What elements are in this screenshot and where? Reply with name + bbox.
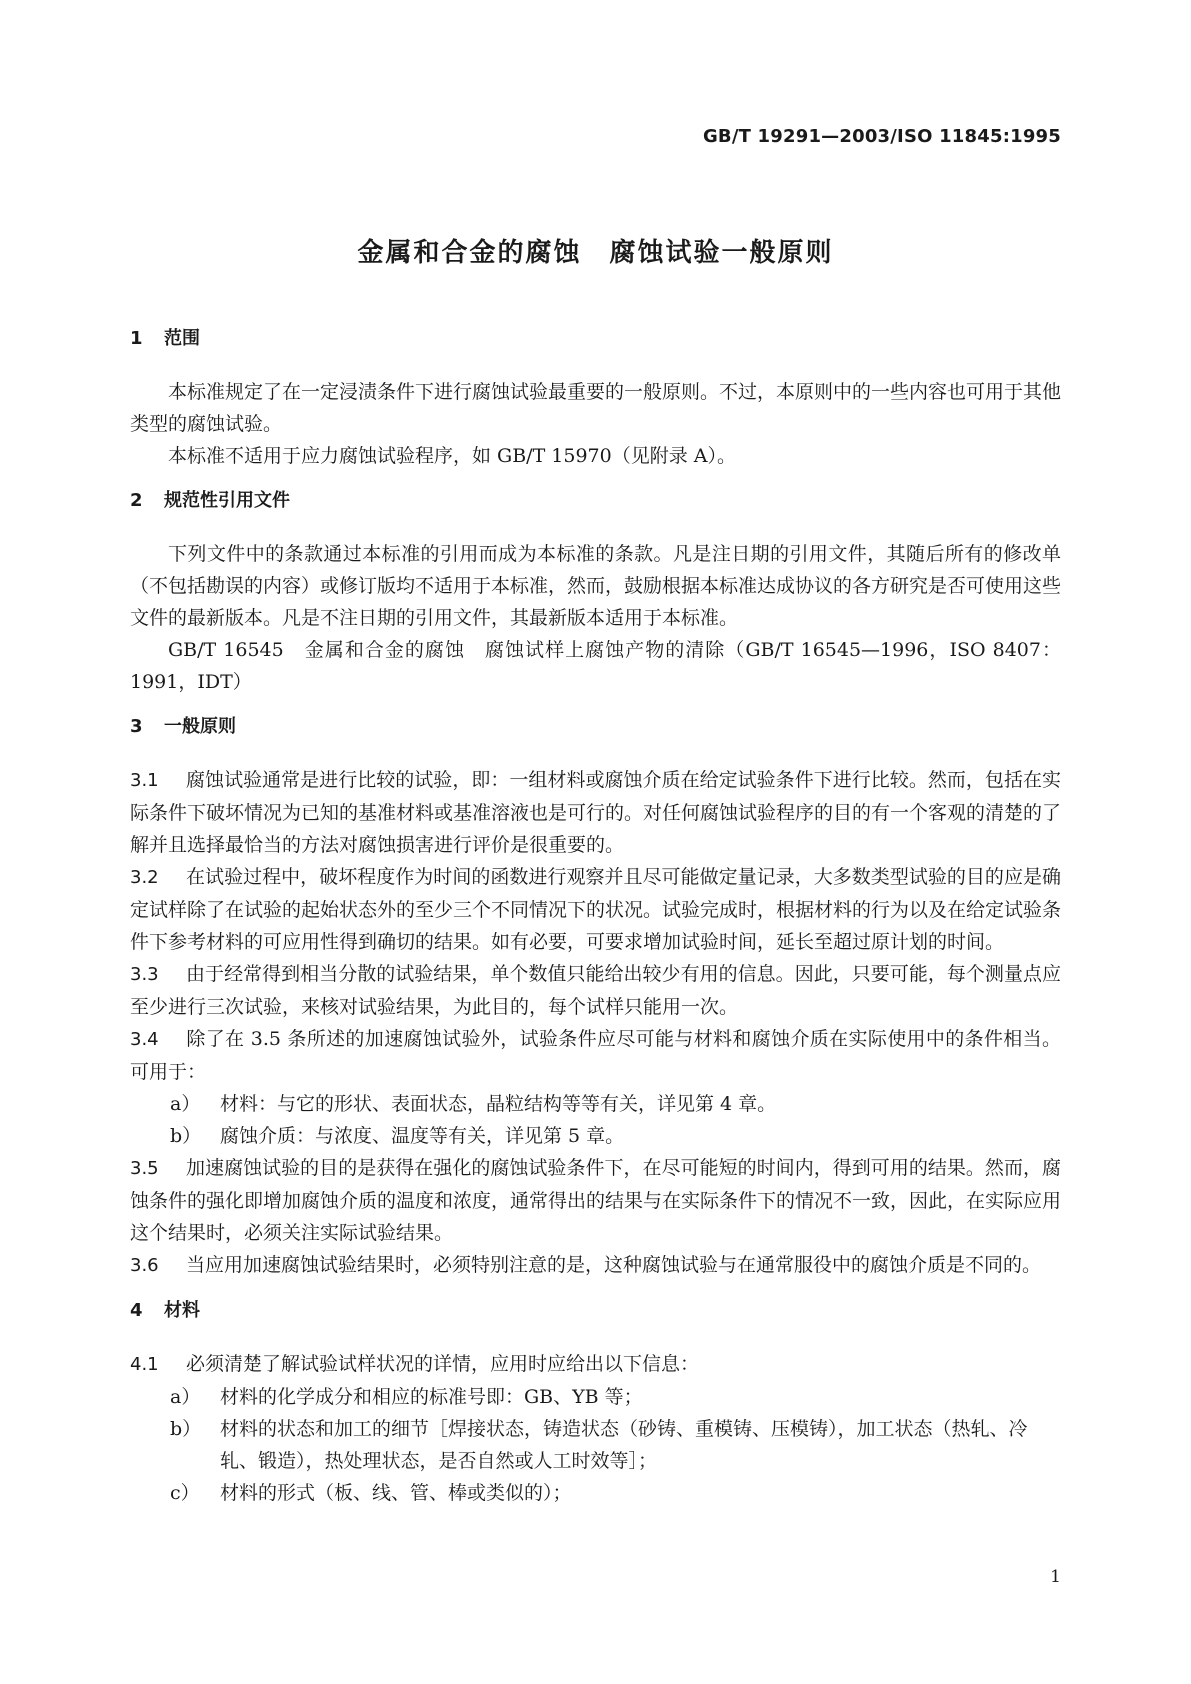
document-title: 金属和合金的腐蚀 腐蚀试验一般原则 [357, 238, 834, 268]
list-item-label: c） [170, 1482, 200, 1504]
list-item-label: b） [170, 1125, 202, 1147]
clause-3-6 [130, 1249, 1061, 1282]
scope-paragraph-1: 本标准规定了在一定浸渍条件下进行腐蚀试验最重要的一般原则。不过，本原则中的一些内容也可用于其他类型的腐蚀试验。 [130, 381, 1062, 435]
list-item-text: 材料的状态和加工的细节［焊接状态，铸造状态（砂铸、重模铸、压模铸），加工状态（热轧、冷轧、锻造），热处理状态，是否自然或人工时效等］； [220, 1418, 1028, 1472]
list-item [130, 1088, 1061, 1120]
list-item-label: b） [170, 1418, 202, 1440]
document-body [130, 324, 1061, 1509]
page-number: 1 [1050, 1567, 1061, 1587]
scope-paragraph-2: 本标准不适用于应力腐蚀试验程序，如 GB/T 15970（见附录 A）。 [168, 445, 736, 467]
clause-number: 4.1 [130, 1354, 159, 1375]
list-item-text: 材料：与它的形状、表面状态，晶粒结构等等有关，详见第 4 章。 [220, 1093, 777, 1115]
list-item [130, 1381, 1061, 1413]
clause-3-5 [130, 1152, 1061, 1249]
list-item-text: 材料的形式（板、线、管、棒或类似的）； [220, 1482, 572, 1504]
clause-number: 3.1 [130, 770, 159, 791]
section-heading-materials [130, 1296, 1061, 1326]
clause-number: 3.6 [130, 1255, 159, 1276]
clause-text: 腐蚀试验通常是进行比较的试验，即：一组材料或腐蚀介质在给定试验条件下进行比较。然而，包括在实际条件下破坏情况为已知的基准材料或基准溶液也是可行的。对任何腐蚀试验程序的目的有一个客观的清楚的了解并且选择最恰当的方法对腐蚀损害进行评价是很重要的。 [130, 769, 1062, 856]
clause-number: 3.4 [130, 1029, 159, 1050]
section-title: 范围 [164, 328, 200, 349]
section-heading-normative-references [130, 486, 1061, 516]
section-title: 材料 [164, 1300, 200, 1321]
section-number: 3 [130, 716, 143, 737]
clause-3-1 [130, 764, 1061, 861]
references-paragraph-2: GB/T 16545 金属和合金的腐蚀 腐蚀试样上腐蚀产物的清除（GB/T 16545—1996，ISO 8407：1991，IDT） [130, 639, 1061, 693]
list-item-text: 腐蚀介质：与浓度、温度等有关，详见第 5 章。 [220, 1125, 625, 1147]
section-heading-scope [130, 324, 1061, 354]
list-item-text: 材料的化学成分和相应的标准号即：GB、YB 等； [220, 1386, 643, 1408]
standard-number: GB/T 19291—2003/ISO 11845:1995 [702, 126, 1061, 147]
list-item-label: a） [170, 1093, 201, 1115]
references-paragraph-1: 下列文件中的条款通过本标准的引用而成为本标准的条款。凡是注日期的引用文件，其随后所有的修改单（不包括勘误的内容）或修订版均不适用于本标准，然而，鼓励根据本标准达成协议的各方研究是否可使用这些文件的最新版本。凡是不注日期的引用文件，其最新版本适用于本标准。 [130, 543, 1062, 629]
section-number: 2 [130, 490, 143, 511]
list-item-label: a） [170, 1386, 201, 1408]
list-item [130, 1477, 1061, 1509]
clause-4-1 [130, 1348, 1061, 1381]
section-title: 规范性引用文件 [164, 490, 290, 511]
section-number: 1 [130, 328, 143, 349]
clause-3-3 [130, 958, 1061, 1023]
clause-number: 3.2 [130, 867, 159, 888]
clause-3-2 [130, 861, 1061, 958]
clause-text: 加速腐蚀试验的目的是获得在强化的腐蚀试验条件下，在尽可能短的时间内，得到可用的结果。然而，腐蚀条件的强化即增加腐蚀介质的温度和浓度，通常得出的结果与在实际条件下的情况不一致，因此，在实际应用这个结果时，必须关注实际试验结果。 [130, 1157, 1062, 1244]
list-item [130, 1413, 1061, 1477]
clause-text: 必须清楚了解试验试样状况的详情，应用时应给出以下信息： [186, 1353, 700, 1375]
clause-number: 3.3 [130, 964, 159, 985]
section-heading-general-principles [130, 712, 1061, 742]
clause-text: 当应用加速腐蚀试验结果时，必须特别注意的是，这种腐蚀试验与在通常服役中的腐蚀介质是不同的。 [186, 1254, 1042, 1276]
clause-text: 除了在 3.5 条所述的加速腐蚀试验外，试验条件应尽可能与材料和腐蚀介质在实际使用中的条件相当。可用于： [130, 1028, 1061, 1083]
clause-text: 在试验过程中，破坏程度作为时间的函数进行观察并且尽可能做定量记录，大多数类型试验的目的应是确定试样除了在试验的起始状态外的至少三个不同情况下的状况。试验完成时，根据材料的行为以及在给定试验条件下参考材料的可应用性得到确切的结果。如有必要，可要求增加试验时间，延长至超过原计划的时间。 [130, 866, 1062, 953]
clause-text: 由于经常得到相当分散的试验结果，单个数值只能给出较少有用的信息。因此，只要可能，每个测量点应至少进行三次试验，来核对试验结果，为此目的，每个试样只能用一次。 [130, 963, 1061, 1018]
section-number: 4 [130, 1300, 143, 1321]
clause-number: 3.5 [130, 1158, 159, 1179]
clause-3-4 [130, 1023, 1061, 1088]
section-title: 一般原则 [164, 716, 236, 737]
list-item [130, 1120, 1061, 1152]
